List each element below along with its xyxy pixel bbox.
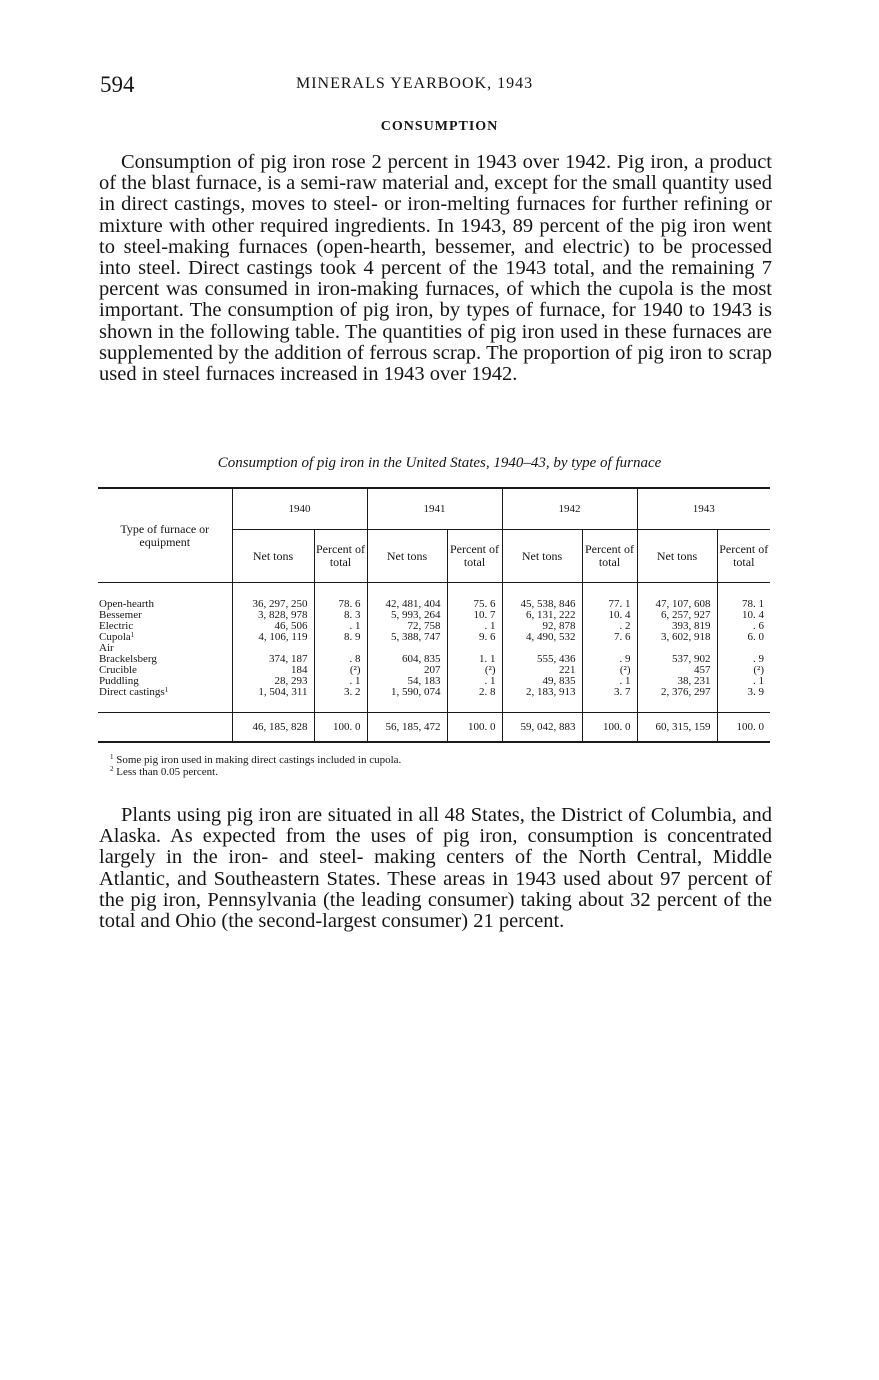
row-label: Air [99,642,114,654]
percent-cell: . 1 [447,676,502,687]
row-label: Bessemer [99,609,142,621]
net-tons-cell: 1, 504, 311 [232,687,314,713]
net-tons-cell: 5, 388, 747 [367,632,447,643]
year-header-1943: 1943 [637,488,770,530]
percent-cell: . 8 [314,654,367,665]
net-tons-cell: 92, 878 [502,621,582,632]
percent-cell: 2. 8 [447,687,502,713]
paragraph-plants-text: Plants using pig iron are situated in all 48 States, the District of Columbia, and Alaska. As expected from the uses of pig iron, consumption is concentrated largely in the iron- and steel- making centers of the North Central, Middle Atlantic, and Southeastern States. These areas in 1943 used about 97 percent of the pig iron, Pennsylvania (the leading consumer) taking about 32 percent of the total and Ohio (the second-largest consumer) 21 percent. [99,804,772,933]
percent-cell: 75. 6 [447,583,502,611]
footnote-text: Less than 0.05 percent. [116,766,218,778]
footnote-ref: 1 [164,686,169,694]
net-tons-cell: 72, 758 [367,621,447,632]
net-tons-cell: 207 [367,665,447,676]
percent-header: Percent of total [447,530,502,583]
net-tons-cell: 604, 835 [367,654,447,665]
percent-cell: 3. 7 [582,687,637,713]
percent-cell: 10. 4 [582,610,637,621]
percent-cell: (²) [582,665,637,676]
table-caption: Consumption of pig iron in the United States, 1940–43, by type of furnace [217,455,662,471]
percent-cell: (²) [447,665,502,676]
footnote [110,754,401,766]
net-tons-cell: 457 [637,665,717,676]
percent-cell: . 2 [582,621,637,632]
net-tons-cell: 6, 257, 927 [637,610,717,621]
net-tons-cell: 28, 293 [232,676,314,687]
footnote-text: Some pig iron used in making direct castings included in cupola. [116,754,402,766]
total-cell: 46, 185, 828 [232,713,314,743]
net-tons-cell: 38, 231 [637,676,717,687]
net-tons-cell: 4, 106, 119 [232,632,314,643]
percent-cell: . 6 [717,621,770,632]
percent-cell: 1. 1 [447,654,502,665]
footnote-ref: 1 [130,631,135,639]
net-tons-cell: 3, 602, 918 [637,632,717,643]
net-tons-cell: 45, 538, 846 [502,583,582,611]
net-tons-header: Net tons [637,530,717,583]
percent-cell: 7. 6 [582,632,637,643]
paragraph-plants [99,805,772,932]
total-cell: 56, 185, 472 [367,713,447,743]
paragraph-consumption-text: Consumption of pig iron rose 2 percent in 1943 over 1942. Pig iron, a product of the blast furnace, is a semi-raw material and, except for the small quantity used in direct castings, moves to steel- or iron-melting furnaces for further refining or mixture with other required ingredients. In 1943, 89 percent of the pig iron went to steel-making furnaces (open-hearth, bessemer, and electric) to be processed into steel. Direct castings took 4 percent of the 1943 total, and the remaining 7 percent was consumed in iron-making furnaces, of which the cupola is the most important. The consumption of pig iron, by types of furnace, for 1940 to 1943 is shown in the following table. The quantities of pig iron used in these furnaces are supplemented by the addition of ferrous scrap. The proportion of pig iron to scrap used in steel furnaces increased in 1943 over 1942. [99,151,772,386]
total-cell: 100. 0 [314,713,367,743]
total-cell: 59, 042, 883 [502,713,582,743]
paragraph-consumption [99,152,772,385]
net-tons-cell: 49, 835 [502,676,582,687]
percent-cell: . 1 [314,676,367,687]
net-tons-cell: 3, 828, 978 [232,610,314,621]
row-label-cell [98,632,232,643]
running-head [100,72,772,98]
row-label: Crucible [99,664,137,676]
net-tons-cell: 4, 490, 532 [502,632,582,643]
net-tons-cell: 374, 187 [232,654,314,665]
net-tons-cell: 42, 481, 404 [367,583,447,611]
net-tons-header: Net tons [502,530,582,583]
percent-header: Percent of total [314,530,367,583]
consumption-table [98,487,770,743]
row-label: Brackelsberg [99,653,157,665]
footnote-mark: 2 [110,765,114,773]
net-tons-cell: 2, 376, 297 [637,687,717,713]
row-label: Cupola [99,631,131,643]
percent-header: Percent of total [717,530,770,583]
year-header-1940: 1940 [232,488,367,530]
percent-cell: 3. 2 [314,687,367,713]
net-tons-cell: 6, 131, 222 [502,610,582,621]
percent-cell: 10. 4 [717,610,770,621]
type-column-header: Type of furnace or equipment [98,488,232,583]
footnote [110,766,401,778]
footnote-mark: 1 [110,753,114,761]
net-tons-cell: 1, 590, 074 [367,687,447,713]
percent-cell: . 9 [717,654,770,665]
section-heading: CONSUMPTION [380,119,499,134]
percent-cell: (²) [314,665,367,676]
net-tons-cell: 555, 436 [502,654,582,665]
percent-cell: 3. 9 [717,687,770,713]
percent-cell: . 1 [314,621,367,632]
row-label: Electric [99,620,134,632]
row-label-cell [98,687,232,713]
net-tons-cell: 393, 819 [637,621,717,632]
totals-label-cell [98,713,232,743]
row-label: Open-hearth [99,598,154,610]
total-cell: 100. 0 [447,713,502,743]
net-tons-cell: 54, 183 [367,676,447,687]
net-tons-header: Net tons [232,530,314,583]
percent-cell: 78. 6 [314,583,367,611]
percent-cell: 78. 1 [717,583,770,611]
net-tons-cell: 537, 902 [637,654,717,665]
year-header-1941: 1941 [367,488,502,530]
table-row [98,583,770,611]
net-tons-header: Net tons [367,530,447,583]
percent-cell: . 1 [447,621,502,632]
percent-cell: 8. 3 [314,610,367,621]
net-tons-cell: 47, 107, 608 [637,583,717,611]
table-row [98,632,770,643]
percent-header: Percent of total [582,530,637,583]
net-tons-cell: 2, 183, 913 [502,687,582,713]
row-label-cell [98,583,232,611]
percent-cell: . 9 [582,654,637,665]
year-header-1942: 1942 [502,488,637,530]
percent-cell: (²) [717,665,770,676]
table-body [98,583,770,713]
page-number: 594 [100,72,135,97]
net-tons-cell: 46, 506 [232,621,314,632]
row-label: Direct castings [99,686,165,698]
percent-cell: 9. 6 [447,632,502,643]
table-row [98,687,770,713]
percent-cell: 6. 0 [717,632,770,643]
total-cell: 60, 315, 159 [637,713,717,743]
net-tons-cell: 221 [502,665,582,676]
percent-cell: 8. 9 [314,632,367,643]
percent-cell: 10. 7 [447,610,502,621]
table-footnotes [110,754,401,778]
row-label: Puddling [99,675,139,687]
net-tons-cell: 36, 297, 250 [232,583,314,611]
net-tons-cell: 184 [232,665,314,676]
percent-cell: 77. 1 [582,583,637,611]
net-tons-cell: 5, 993, 264 [367,610,447,621]
total-cell: 100. 0 [582,713,637,743]
total-cell: 100. 0 [717,713,770,743]
totals-row [98,713,770,743]
running-title: MINERALS YEARBOOK, 1943 [296,75,534,92]
percent-cell: . 1 [582,676,637,687]
percent-cell: . 1 [717,676,770,687]
